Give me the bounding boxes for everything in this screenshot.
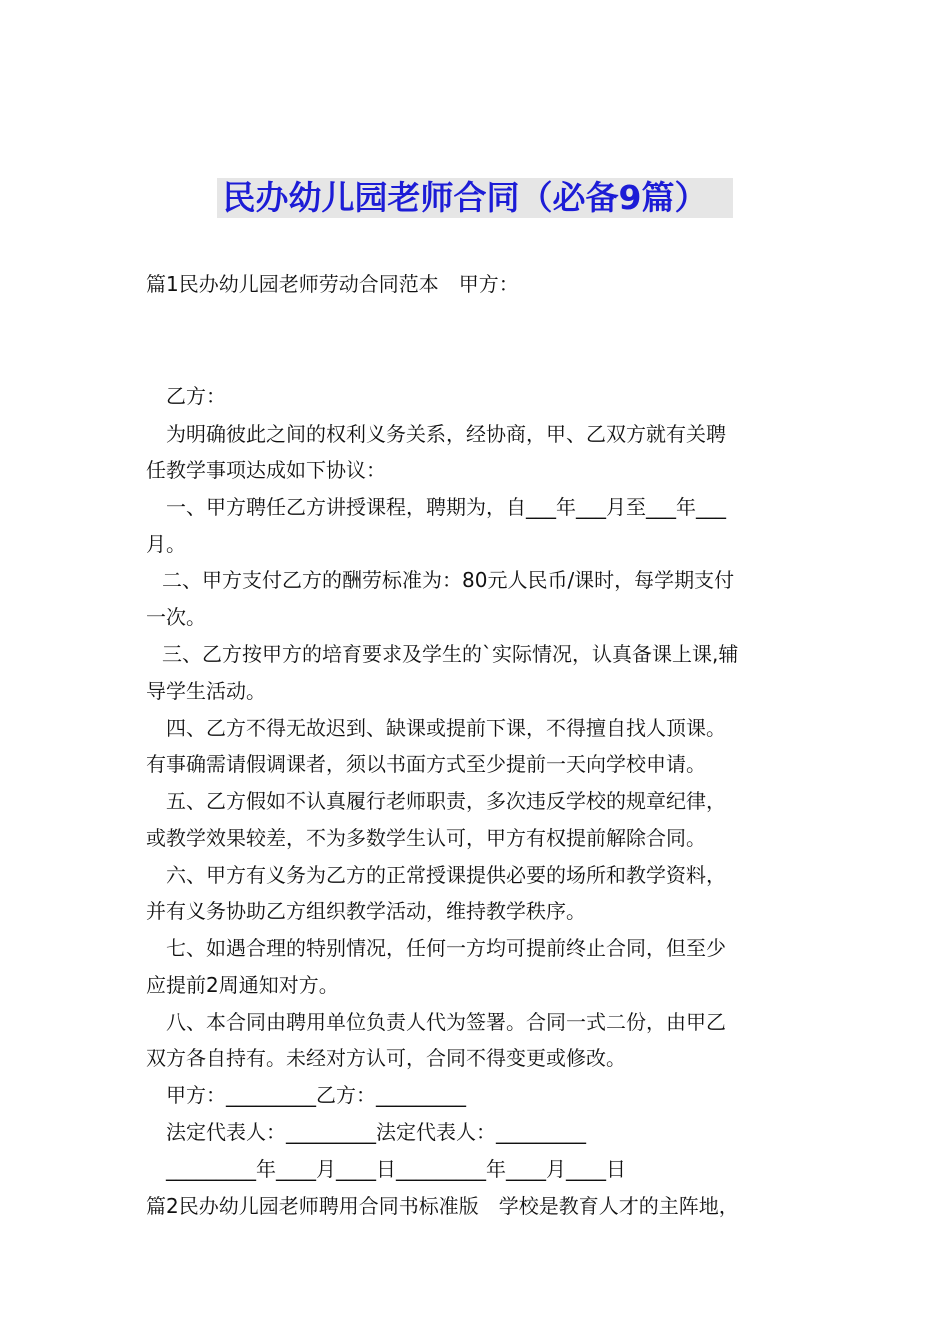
clause-3-line: 导学生活动。 [146, 679, 266, 703]
clause-1-line: 月。 [146, 532, 186, 556]
title-container [0, 178, 950, 218]
paragraph-line: 任教学事项达成如下协议： [146, 458, 386, 482]
clause-2-line: 一次。 [146, 605, 206, 629]
clause-7-line: 应提前2周通知对方。 [146, 973, 339, 997]
clause-5-line: 或教学效果较差，不为多数学生认可，甲方有权提前解除合同。 [146, 826, 706, 850]
clause-5-line: 五、乙方假如不认真履行老师职责，多次违反学校的规章纪律， [166, 789, 726, 813]
party-b-label: 乙方： [166, 384, 226, 408]
clause-4-line: 有事确需请假调课者，须以书面方式至少提前一天向学校申请。 [146, 752, 706, 776]
section-heading-2: 篇2民办幼儿园老师聘用合同书标准版 学校是教育人才的主阵地， [146, 1194, 739, 1218]
clause-3-line: 三、乙方按甲方的培育要求及学生的`实际情况，认真备课上课,辅 [162, 642, 739, 666]
clause-4-line: 四、乙方不得无故迟到、缺课或提前下课，不得擅自找人顶课。 [166, 716, 726, 740]
document-title: 民办幼儿园老师合同（必备9篇） [217, 178, 734, 218]
clause-6-line: 并有义务协助乙方组织教学活动，维持教学秩序。 [146, 899, 586, 923]
clause-8-line: 双方各自持有。未经对方认可，合同不得变更或修改。 [146, 1046, 626, 1070]
clause-1-line: 一、甲方聘任乙方讲授课程，聘期为，自___年___月至___年___ [166, 495, 726, 519]
signature-parties: 甲方：_________乙方：_________ [166, 1083, 466, 1107]
paragraph-line: 为明确彼此之间的权利义务关系，经协商，甲、乙双方就有关聘 [166, 422, 726, 446]
section-heading-1: 篇1民办幼儿园老师劳动合同范本 甲方： [146, 272, 519, 296]
clause-7-line: 七、如遇合理的特别情况，任何一方均可提前终止合同，但至少 [166, 936, 726, 960]
clause-2-line: 二、甲方支付乙方的酬劳标准为：80元人民币/课时，每学期支付 [162, 568, 735, 592]
signature-representatives: 法定代表人：_________法定代表人：_________ [166, 1120, 586, 1144]
clause-8-line: 八、本合同由聘用单位负责人代为签署。合同一式二份，由甲乙 [166, 1010, 726, 1034]
signature-dates: _________年____月____日_________年____月____日 [166, 1157, 626, 1181]
clause-6-line: 六、甲方有义务为乙方的正常授课提供必要的场所和教学资料， [166, 863, 726, 887]
